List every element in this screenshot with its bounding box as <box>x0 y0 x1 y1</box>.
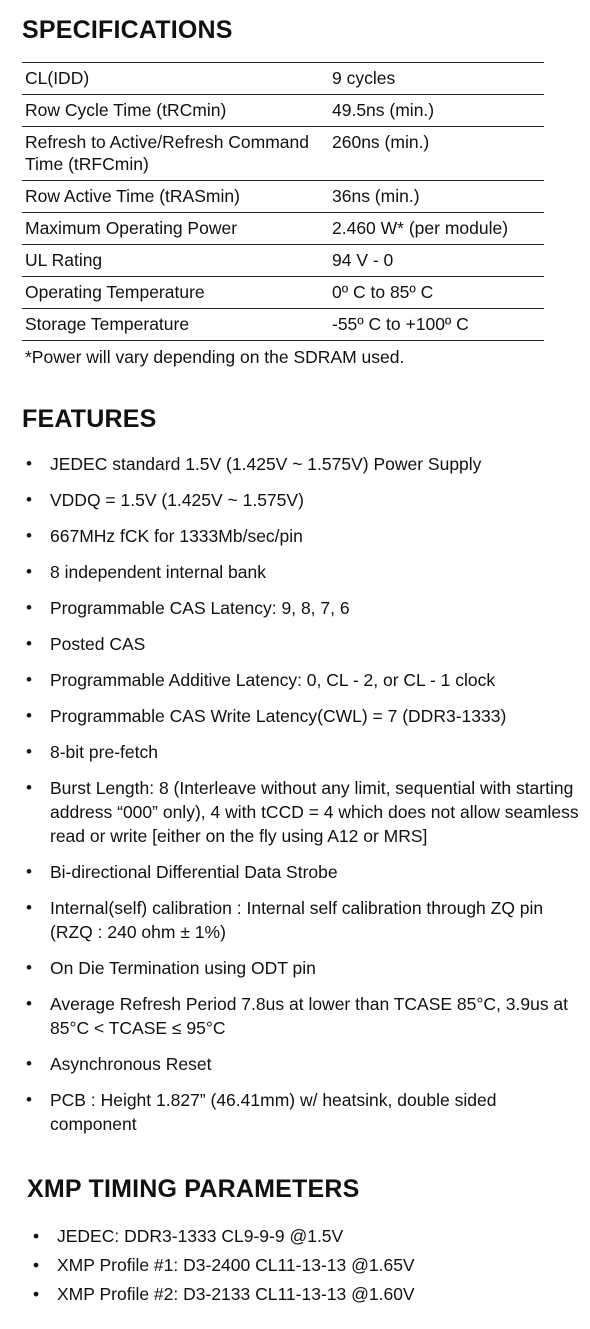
spec-label: Maximum Operating Power <box>25 218 238 238</box>
spec-label: Refresh to Active/Refresh Command Time (tRFCmin) <box>25 132 310 174</box>
list-item: • Bi-directional Differential Data Strobe <box>0 860 580 884</box>
features-heading: FEATURES <box>22 405 157 433</box>
spec-value: -55º C to +100º C <box>332 314 469 334</box>
table-row <box>22 213 544 245</box>
table-row <box>22 309 544 341</box>
spec-value: 94 V - 0 <box>332 250 394 270</box>
spec-label: Operating Temperature <box>25 282 205 302</box>
table-row <box>22 63 544 95</box>
list-item: • 8 independent internal bank <box>0 560 580 584</box>
list-item: • Programmable CAS Latency: 9, 8, 7, 6 <box>0 596 580 620</box>
spec-label: CL(IDD) <box>25 68 90 88</box>
list-item: • JEDEC standard 1.5V (1.425V ~ 1.575V) Power Supply <box>0 452 580 476</box>
list-item: • XMP Profile #2: D3-2133 CL11-13-13 @1.60V <box>0 1283 580 1306</box>
list-item: • Burst Length: 8 (Interleave without any limit, sequential with starting address “000” only), 4 with tCCD = 4 which does not allow seamless read or write [either on the fly using A12 or MRS] <box>0 776 580 848</box>
specifications-table <box>22 62 544 341</box>
table-row <box>22 95 544 127</box>
list-item: • Asynchronous Reset <box>0 1052 580 1076</box>
list-item: • Posted CAS <box>0 632 580 656</box>
specifications-heading: SPECIFICATIONS <box>22 16 233 44</box>
spec-label: Row Active Time (tRASmin) <box>25 186 240 206</box>
spec-label: Row Cycle Time (tRCmin) <box>25 100 227 120</box>
list-item: • VDDQ = 1.5V (1.425V ~ 1.575V) <box>0 488 580 512</box>
list-item: • Programmable CAS Write Latency(CWL) = 7 (DDR3-1333) <box>0 704 580 728</box>
power-note: *Power will vary depending on the SDRAM used. <box>25 347 405 367</box>
features-list <box>0 452 580 1148</box>
spec-label: Storage Temperature <box>25 314 190 334</box>
table-row <box>22 277 544 309</box>
spec-value: 260ns (min.) <box>332 132 430 152</box>
list-item: • Average Refresh Period 7.8us at lower than TCASE 85°C, 3.9us at 85°C < TCASE ≤ 95°C <box>0 992 580 1040</box>
table-row <box>22 245 544 277</box>
spec-label: UL Rating <box>25 250 103 270</box>
table-row <box>22 181 544 213</box>
spec-value: 9 cycles <box>332 68 396 88</box>
spec-value: 0º C to 85º C <box>332 282 434 302</box>
list-item: • JEDEC: DDR3-1333 CL9-9-9 @1.5V <box>0 1225 580 1248</box>
xmp-heading: XMP TIMING PARAMETERS <box>27 1175 360 1203</box>
list-item: • On Die Termination using ODT pin <box>0 956 580 980</box>
list-item: • 8-bit pre-fetch <box>0 740 580 764</box>
list-item: • XMP Profile #1: D3-2400 CL11-13-13 @1.65V <box>0 1254 580 1277</box>
spec-value: 2.460 W* (per module) <box>332 218 509 238</box>
list-item: • Internal(self) calibration : Internal self calibration through ZQ pin (RZQ : 240 ohm ± 1%) <box>0 896 580 944</box>
list-item: • 667MHz fCK for 1333Mb/sec/pin <box>0 524 580 548</box>
spec-value: 49.5ns (min.) <box>332 100 435 120</box>
table-row <box>22 127 544 181</box>
spec-value: 36ns (min.) <box>332 186 420 206</box>
list-item: • Programmable Additive Latency: 0, CL - 2, or CL - 1 clock <box>0 668 580 692</box>
list-item: • PCB : Height 1.827” (46.41mm) w/ heatsink, double sided component <box>0 1088 580 1136</box>
xmp-list <box>0 1225 580 1312</box>
